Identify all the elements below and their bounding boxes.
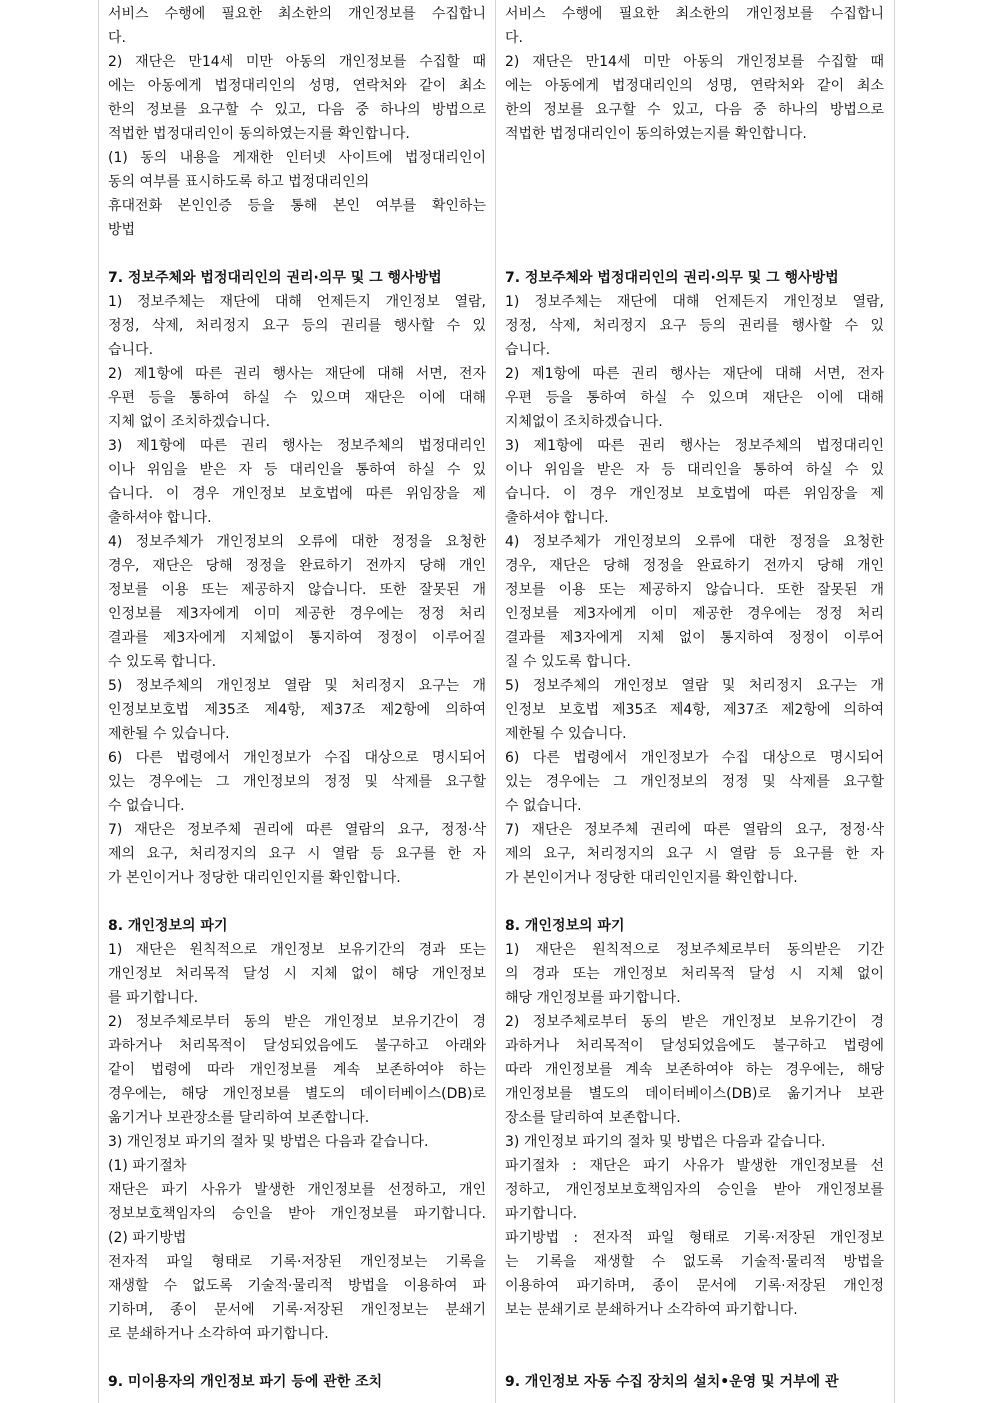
right-blank-line [505,146,884,170]
right-text-line: 의 경과 또는 개인정보 처리목적 달성 시 지체 없이 [505,966,884,982]
left-text-line: 이나 위임을 받은 자 등 대리인을 통하여 하실 수 있 [108,462,486,478]
right-text-line: 수 없습니다. [505,798,582,814]
right-text-line: 따라 개인정보를 계속 보존하여야 하는 경우에는, 해당 [505,1062,884,1078]
right-text-line: 장소를 달리하여 보존합니다. [505,1110,681,1126]
right-text-line: 정정, 삭제, 처리정지 요구 등의 권리를 행사할 수 있 [505,318,884,334]
left-text-line: 인정보보호법 제35조 제4항, 제37조 제2항에 의하여 [108,702,486,718]
right-text-line: 해당 개인정보를 파기합니다. [505,990,681,1006]
left-text-line: 제한될 수 있습니다. [108,726,230,742]
comparison-table [98,0,895,1403]
right-blank-line [505,218,884,242]
left-text-line: 2) 제1항에 따른 권리 행사는 재단에 대해 서면, 전자 [108,366,486,382]
left-text-line: (1) 동의 내용을 게재한 인터넷 사이트에 법정대리인이 [108,150,486,166]
left-text-line: 전자적 파일 형태로 기록·저장된 개인정보는 기록을 [108,1254,486,1270]
left-text-line: 같이 법령에 따라 개인정보를 계속 보존하여야 하는 [108,1062,486,1078]
left-text-line: 경우에는, 해당 개인정보를 별도의 데이터베이스(DB)로 [108,1086,486,1102]
right-text-line: 인정보를 제3자에게 이미 제공한 경우에는 정정 처리 [505,606,884,622]
right-text-line: 정보를 이용 또는 제공하지 않습니다. 또한 잘못된 개 [505,582,884,598]
left-column [99,0,496,1403]
left-text-line: 정보보호책임자의 승인을 받아 개인정보를 파기합니다. [108,1206,486,1222]
left-blank-line [108,242,486,266]
left-text-line: (1) 파기절차 [108,1158,187,1174]
left-text-line: 3) 개인정보 파기의 절차 및 방법은 다음과 같습니다. [108,1134,429,1150]
left-text-line: 습니다. [108,342,154,358]
left-text-line: 지체 없이 조치하겠습니다. [108,414,271,430]
left-text-line: 3) 제1항에 따른 권리 행사는 정보주체의 법정대리인 [108,438,486,454]
left-text-line: 개인정보 처리목적 달성 시 지체 없이 해당 개인정보 [108,966,486,982]
right-text-line: 제한될 수 있습니다. [505,726,627,742]
left-text-line: 적법한 법정대리인이 동의하였는지를 확인합니다. [108,126,410,142]
left-text-line: (2) 파기방법 [108,1230,187,1246]
right-text-line: 6) 다른 법령에서 개인정보가 수집 대상으로 명시되어 [505,750,884,766]
right-text-line: 서비스 수행에 필요한 최소한의 개인정보를 수집합니 [505,6,884,22]
right-blank-line [505,1322,884,1346]
left-text-line: 결과를 제3자에게 지체없이 통지하여 정정이 이루어질 [108,630,486,646]
right-text-line: 파기방법 : 전자적 파일 형태로 기록·저장된 개인정보 [505,1230,884,1246]
left-section-heading: 7. 정보주체와 법정대리인의 권리·의무 및 그 행사방법 [108,270,442,286]
right-text-line: 1) 정보주체는 재단에 대해 언제든지 개인정보 열람, [505,294,884,310]
right-text-line: 4) 정보주체가 개인정보의 오류에 대한 정정을 요청한 [505,534,884,550]
left-text-line: 재생할 수 없도록 기술적·물리적 방법을 이용하여 파 [108,1278,486,1294]
right-text-line: 에는 아동에게 법정대리인의 성명, 연락처와 같이 최소 [505,78,884,94]
right-blank-line [505,194,884,218]
left-text-line: 인정보를 제3자에게 이미 제공한 경우에는 정정 처리 [108,606,486,622]
left-text-line: 방법 [108,222,136,238]
right-section-heading: 8. 개인정보의 파기 [505,918,625,934]
right-text-line: 7) 재단은 정보주체 권리에 따른 열람의 요구, 정정·삭 [505,822,884,838]
left-text-line: 4) 정보주체가 개인정보의 오류에 대한 정정을 요청한 [108,534,486,550]
left-text-line: 6) 다른 법령에서 개인정보가 수집 대상으로 명시되어 [108,750,486,766]
right-text-line: 습니다. 이 경우 개인정보 보호법에 따른 위임장을 제 [505,486,884,502]
left-text-line: 옮기거나 보관장소를 달리하여 보존합니다. [108,1110,370,1126]
left-blank-line [108,1346,486,1370]
left-text-line: 정보를 이용 또는 제공하지 않습니다. 또한 잘못된 개 [108,582,486,598]
right-text-line: 제의 요구, 처리정지의 요구 시 열람 등 요구를 한 자 [505,846,884,862]
right-text-line: 습니다. [505,342,551,358]
right-text-line: 다. [505,30,523,46]
right-text-line: 이용하여 파기하며, 종이 문서에 기록·저장된 개인정 [505,1278,884,1294]
right-blank-line [505,170,884,194]
left-text-line: 휴대전화 본인인증 등을 통해 본인 여부를 확인하는 [108,198,486,214]
left-section-heading: 9. 미이용자의 개인정보 파기 등에 관한 조치 [108,1374,383,1390]
right-text-line: 1) 재단은 원칙적으로 정보주체로부터 동의받은 기간 [505,942,884,958]
left-text-line: 경우, 재단은 당해 정정을 완료하기 전까지 당해 개인 [108,558,486,574]
left-text-line: 에는 아동에게 법정대리인의 성명, 연락처와 같이 최소 [108,78,486,94]
right-section-heading: 7. 정보주체와 법정대리인의 권리·의무 및 그 행사방법 [505,270,839,286]
right-text-line: 2) 정보주체로부터 동의 받은 개인정보 보유기간이 경 [505,1014,884,1030]
right-blank-line [505,1346,884,1370]
left-text-line: 출하셔야 합니다. [108,510,212,526]
right-text-line: 5) 정보주체의 개인정보 열람 및 처리정지 요구는 개 [505,678,884,694]
right-text-line: 정하고, 개인정보보호책임자의 승인을 받아 개인정보를 [505,1182,884,1198]
right-text-line: 보는 분쇄기로 분쇄하거나 소각하여 파기합니다. [505,1302,798,1318]
right-text-line: 출하셔야 합니다. [505,510,609,526]
left-text-line: 7) 재단은 정보주체 권리에 따른 열람의 요구, 정정·삭 [108,822,486,838]
left-text-line: 가 본인이거나 정당한 대리인인지를 확인합니다. [108,870,401,886]
left-text-line: 5) 정보주체의 개인정보 열람 및 처리정지 요구는 개 [108,678,486,694]
right-text-line: 적법한 법정대리인이 동의하였는지를 확인합니다. [505,126,807,142]
left-text-line: 2) 정보주체로부터 동의 받은 개인정보 보유기간이 경 [108,1014,486,1030]
right-text-line: 경우, 재단은 당해 정정을 완료하기 전까지 당해 개인 [505,558,884,574]
right-text-line: 3) 개인정보 파기의 절차 및 방법은 다음과 같습니다. [505,1134,826,1150]
right-text-line: 파기절차 : 재단은 파기 사유가 발생한 개인정보를 선 [505,1158,884,1174]
left-text-line: 정정, 삭제, 처리정지 요구 등의 권리를 행사할 수 있 [108,318,486,334]
right-text-line: 3) 제1항에 따른 권리 행사는 정보주체의 법정대리인 [505,438,884,454]
right-blank-line [505,890,884,914]
right-text-line: 한의 정보를 요구할 수 있고, 다음 중 하나의 방법으로 [505,102,884,118]
left-text-line: 과하거나 처리목적이 달성되었음에도 불구하고 아래와 [108,1038,486,1054]
right-text-line: 결과를 제3자에게 지체 없이 통지하여 정정이 이루어 [505,630,884,646]
left-text-line: 수 없습니다. [108,798,185,814]
right-text-line: 2) 재단은 만14세 미만 아동의 개인정보를 수집할 때 [505,54,884,70]
right-section-heading: 9. 개인정보 자동 수집 장치의 설치•운영 및 거부에 관 [505,1374,839,1390]
left-text-line: 로 분쇄하거나 소각하여 파기합니다. [108,1326,329,1342]
left-text-line: 2) 재단은 만14세 미만 아동의 개인정보를 수집할 때 [108,54,486,70]
right-text-line: 인정보 보호법 제35조 제4항, 제37조 제2항에 의하여 [505,702,884,718]
left-text-line: 있는 경우에는 그 개인정보의 정정 및 삭제를 요구할 [108,774,486,790]
right-text-line: 과하거나 처리목적이 달성되었음에도 불구하고 법령에 [505,1038,884,1054]
left-text-line: 재단은 파기 사유가 발생한 개인정보를 선정하고, 개인 [108,1182,486,1198]
right-text-line: 있는 경우에는 그 개인정보의 정정 및 삭제를 요구할 [505,774,884,790]
left-section-heading: 8. 개인정보의 파기 [108,918,228,934]
left-text-line: 우편 등을 통하여 하실 수 있으며 재단은 이에 대해 [108,390,486,406]
left-text-line: 다. [108,30,126,46]
right-text-line: 우편 등을 통하여 하실 수 있으며 재단은 이에 대해 [505,390,884,406]
right-text-line: 2) 제1항에 따른 권리 행사는 재단에 대해 서면, 전자 [505,366,884,382]
left-text-line: 한의 정보를 요구할 수 있고, 다음 중 하나의 방법으로 [108,102,486,118]
left-text-line: 1) 재단은 원칙적으로 개인정보 보유기간의 경과 또는 [108,942,486,958]
left-text-line: 제의 요구, 처리정지의 요구 시 열람 등 요구를 한 자 [108,846,486,862]
right-column [496,0,893,1403]
right-text-line: 가 본인이거나 정당한 대리인인지를 확인합니다. [505,870,798,886]
right-text-line: 파기합니다. [505,1206,578,1222]
right-text-line: 이나 위임을 받은 자 등 대리인을 통하여 하실 수 있 [505,462,884,478]
left-text-line: 수 있도록 합니다. [108,654,217,670]
left-blank-line [108,890,486,914]
left-text-line: 를 파기합니다. [108,990,199,1006]
right-text-line: 개인정보를 별도의 데이터베이스(DB)로 옮기거나 보관 [505,1086,884,1102]
left-text-line: 서비스 수행에 필요한 최소한의 개인정보를 수집합니 [108,6,486,22]
left-text-line: 1) 정보주체는 재단에 대해 언제든지 개인정보 열람, [108,294,486,310]
right-text-line: 질 수 있도록 합니다. [505,654,631,670]
left-text-line: 습니다. 이 경우 개인정보 보호법에 따른 위임장을 제 [108,486,486,502]
left-text-line: 기하며, 종이 문서에 기록·저장된 개인정보는 분쇄기 [108,1302,486,1318]
left-text-line: 동의 여부를 표시하도록 하고 법정대리인의 [108,174,370,190]
right-blank-line [505,242,884,266]
right-text-line: 지체없이 조치하겠습니다. [505,414,663,430]
right-text-line: 는 기록을 재생할 수 없도록 기술적·물리적 방법을 [505,1254,884,1270]
